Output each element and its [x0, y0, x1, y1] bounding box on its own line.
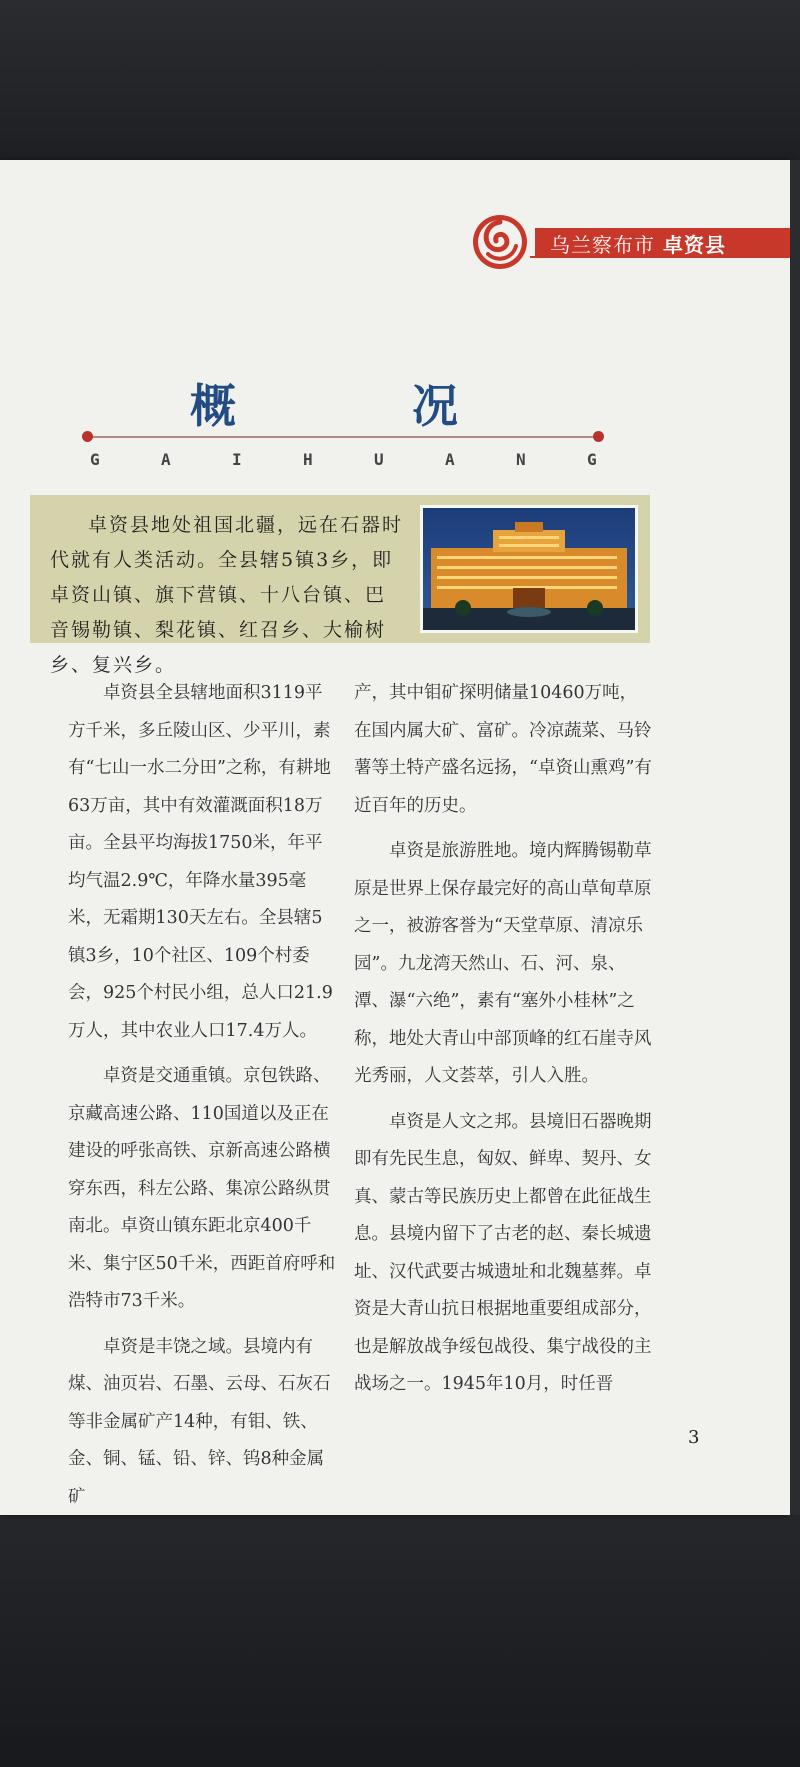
divider-dot-left	[82, 431, 93, 442]
text-column-right	[354, 675, 654, 1404]
paragraph: 卓资县全县辖地面积3119平方千米，多丘陵山区、少平川，素有“七山一水二分田”之称，有耕地63万亩，其中有效灌溉面积18万亩。全县平均海拔1750米，年平均气温2.9℃，年降水量395毫米，无霜期130天左右。全县辖5镇3乡，10个社区、109个村委会，925个村民小组，总人口21.9万人，其中农业人口17.4万人。	[68, 683, 333, 1041]
header-county: 卓资县	[663, 233, 726, 257]
pinyin-row	[90, 450, 600, 472]
intro-text: 卓资县地处祖国北疆，远在石器时代就有人类活动。全县辖5镇3乡，即卓资山镇、旗下营镇、十八台镇、巴音锡勒镇、梨花镇、红召乡、大榆树乡、复兴乡。	[50, 514, 404, 676]
document-page	[0, 160, 790, 1515]
title-divider	[88, 436, 598, 438]
paragraph: 卓资是旅游胜地。境内辉腾锡勒草原是世界上保存最完好的高山草甸草原之一，被游客誉为“天堂草原、清凉乐园”。九龙湾天然山、石、河、泉、潭、瀑“六绝”，素有“塞外小桂林”之称，地处大青山中部顶峰的红石崖寺风光秀丽，人文荟萃，引人入胜。	[354, 841, 652, 1086]
background-bottom	[0, 1515, 800, 1767]
county-logo-icon	[470, 212, 530, 272]
title-char-1: 概	[190, 379, 236, 433]
text-column-left	[68, 675, 338, 1516]
header-city: 乌兰察布市	[550, 233, 655, 257]
building-image	[423, 508, 635, 630]
paragraph: 卓资是交通重镇。京包铁路、京藏高速公路、110国道以及正在建设的呼张高铁、京新高速公路横穿东西，科左公路、集凉公路纵贯南北。卓资山镇东距北京400千米、集宁区50千米，西距首府呼和浩特市73千米。	[68, 1066, 336, 1311]
pinyin-letter: N	[516, 450, 526, 469]
pinyin-letter: A	[445, 450, 455, 469]
paragraph: 卓资是丰饶之域。县境内有煤、油页岩、石墨、云母、石灰石等非金属矿产14种，有钼、铁、金、铜、锰、铅、锌、钨8种金属矿	[68, 1336, 331, 1507]
page-edge-shadow	[790, 160, 800, 1515]
paragraph-continuation: 产，其中钼矿探明储量10460万吨，在国内属大矿、富矿。冷凉蔬菜、马铃薯等土特产盛名远扬，“卓资山熏鸡”有近百年的历史。	[354, 683, 652, 816]
title-char-2: 况	[412, 379, 458, 433]
header-title	[550, 229, 726, 258]
paragraph: 卓资是人文之邦。县境旧石器晚期即有先民生息，匈奴、鲜卑、契丹、女真、蒙古等民族历史上都曾在此征战生息。县境内留下了古老的赵、秦长城遗址、汉代武要古城遗址和北魏墓葬。卓资是大青山抗日根据地重要组成部分，也是解放战争绥包战役、集宁战役的主战场之一。1945年10月，时任晋	[354, 1111, 652, 1394]
government-building-photo	[420, 505, 638, 633]
pinyin-letter: A	[161, 450, 171, 469]
page-title	[190, 370, 510, 433]
background-top	[0, 0, 800, 175]
pinyin-letter: I	[232, 450, 242, 469]
pinyin-letter: U	[374, 450, 384, 469]
divider-dot-right	[593, 431, 604, 442]
pinyin-letter: G	[90, 450, 100, 469]
pinyin-letter: G	[587, 450, 597, 469]
pinyin-letter: H	[303, 450, 313, 469]
page-number: 3	[688, 1427, 700, 1448]
